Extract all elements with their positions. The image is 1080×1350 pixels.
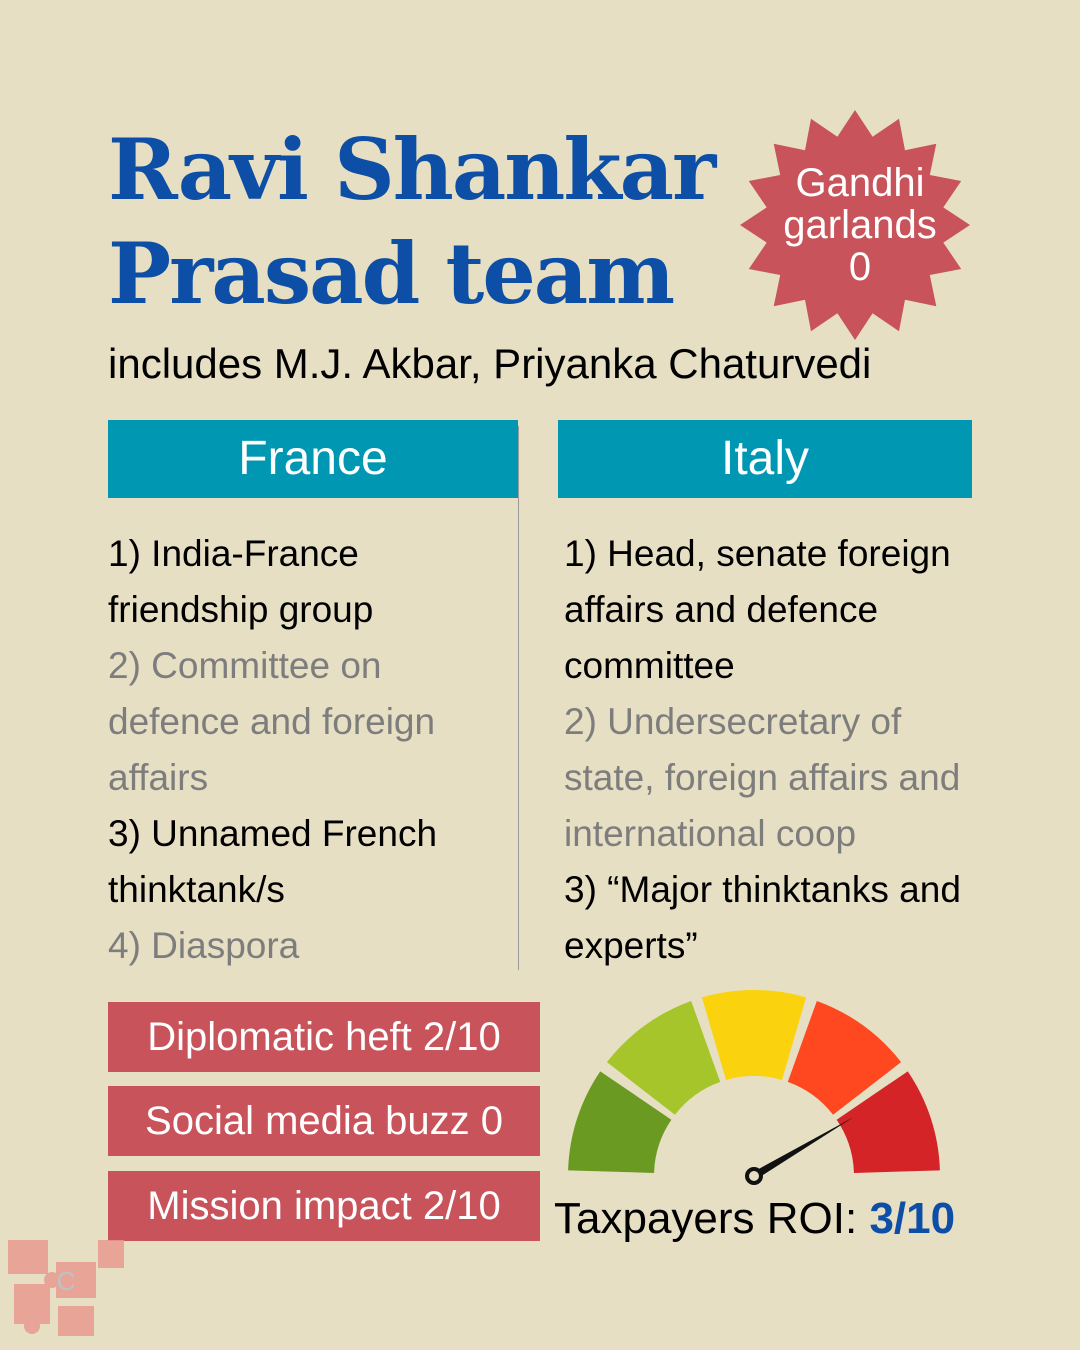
title-line-1: Ravi Shankar [108, 120, 715, 219]
metric-mission-impact: Mission impact 2/10 [108, 1171, 540, 1241]
page-title [108, 118, 715, 326]
badge-line-1: Gandhi [795, 161, 925, 205]
list-item: 1) Head, senate foreign affairs and defence committee [564, 533, 951, 686]
roi-label: Taxpayers ROI: [554, 1194, 870, 1243]
subtitle: includes M.J. Akbar, Priyanka Chaturvedi [108, 340, 872, 387]
gauge-needle [752, 1117, 854, 1179]
gauge-hub [747, 1169, 761, 1183]
badge-line-2: garlands [783, 203, 937, 247]
title-line-2: Prasad team [108, 224, 674, 323]
taxpayers-roi [554, 1194, 955, 1244]
list-item: 1) India-France friendship group [108, 533, 374, 630]
france-header: France [108, 420, 518, 498]
france-list [108, 526, 500, 974]
list-item: 3) Unnamed French thinktank/s [108, 813, 438, 910]
metric-social-media-buzz: Social media buzz 0 [108, 1086, 540, 1156]
list-item: 2) Committee on defence and foreign affairs [108, 645, 436, 798]
list-item: 4) Diaspora [108, 925, 300, 966]
gauge-segment [702, 990, 806, 1080]
metric-diplomatic-heft: Diplomatic heft 2/10 [108, 1002, 540, 1072]
badge-value: 0 [848, 245, 872, 289]
puzzle-logo-icon [0, 1240, 128, 1350]
gandhi-garlands-badge [738, 162, 982, 288]
list-item: 3) “Major thinktanks and experts” [564, 869, 961, 966]
italy-list [564, 526, 964, 974]
italy-header: Italy [558, 420, 972, 498]
roi-value: 3/10 [869, 1194, 956, 1243]
svg-text:C: C [56, 1266, 76, 1296]
column-divider [518, 426, 519, 970]
list-item: 2) Undersecretary of state, foreign affairs and international coop [564, 701, 961, 854]
roi-gauge [556, 984, 948, 1190]
